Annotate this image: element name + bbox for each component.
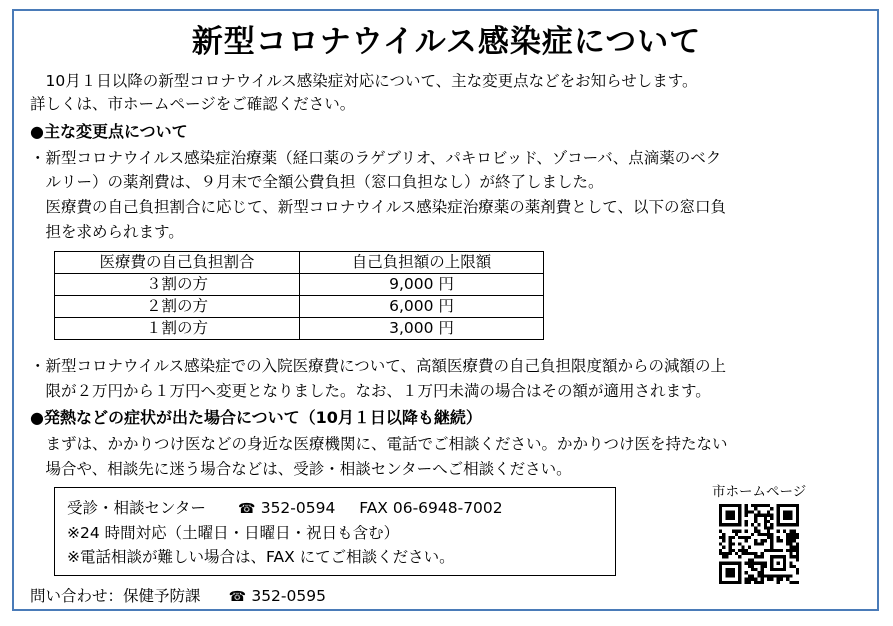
table-cell-ratio: ２割の方: [55, 296, 300, 318]
bullet1-line-1: ・新型コロナウイルス感染症治療薬（経口薬のラゲブリオ、パキロビッド、ゾコーバ、点滴薬のベク: [30, 149, 722, 167]
consultation-phone[interactable]: 352-0594: [260, 499, 336, 517]
consultation-fax-note: ※電話相談が難しい場合は、FAX にてご相談ください。: [67, 548, 455, 566]
fever-line-1: まずは、かかりつけ医などの身近な医療機関に、電話でご相談ください。かかりつけ医を持たない: [30, 435, 728, 453]
table-row: [55, 318, 544, 340]
section-heading-changes: ●主な変更点について: [30, 122, 188, 141]
table-cell-limit: 3,000 円: [300, 318, 544, 340]
phone-icon: ☎: [228, 589, 247, 605]
copay-table: [54, 251, 544, 340]
footer-phone[interactable]: 352-0595: [251, 587, 326, 605]
footer-inquiry: [30, 585, 326, 608]
consultation-center-name: 受診・相談センター: [67, 499, 206, 517]
intro-line-2: 詳しくは、市ホームページをご確認ください。: [30, 95, 356, 113]
table-header-ratio: 医療費の自己負担割合: [55, 252, 300, 274]
table-cell-ratio: ３割の方: [55, 274, 300, 296]
consultation-contact-line: [67, 497, 503, 520]
table-header-limit: 自己負担額の上限額: [300, 252, 544, 274]
table-cell-limit: 6,000 円: [300, 296, 544, 318]
table-cell-ratio: １割の方: [55, 318, 300, 340]
table-cell-limit: 9,000 円: [300, 274, 544, 296]
phone-icon: ☎: [238, 501, 256, 517]
consultation-fax: FAX 06-6948-7002: [359, 499, 503, 517]
bullet2-line-1: ・新型コロナウイルス感染症での入院医療費について、高額医療費の自己負担限度額からの減額の上: [30, 357, 726, 375]
qr-code-icon[interactable]: [719, 504, 799, 584]
fever-line-2: 場合や、相談先に迷う場合などは、受診・相談センターへご相談ください。: [30, 460, 572, 478]
intro-line-1: 10月１日以降の新型コロナウイルス感染症対応について、主な変更点などをお知らせします。: [30, 72, 698, 90]
bullet2-line-2: 限が２万円から１万円へ変更となりました。なお、１万円未満の場合はその額が適用されます。: [30, 382, 711, 400]
bullet1-line-2: ルリー）の薬剤費は、９月末で全額公費負担（窓口負担なし）が終了しました。: [30, 173, 604, 191]
qr-label: 市ホームページ: [712, 484, 807, 500]
footer-label: 問い合わせ：保健予防課: [30, 587, 201, 605]
page-title: 新型コロナウイルス感染症について: [191, 24, 702, 60]
section-heading-fever: ●発熱などの症状が出た場合について（10月１日以降も継続）: [30, 408, 482, 427]
table-row: [55, 274, 544, 296]
bullet1-line-3: 医療費の自己負担割合に応じて、新型コロナウイルス感染症治療薬の薬剤費として、以下の窓口負: [30, 198, 726, 216]
consultation-center-box: [54, 487, 616, 576]
bullet1-line-4: 担を求められます。: [30, 223, 184, 241]
consultation-hours-note: ※24 時間対応（土曜日・日曜日・祝日も含む）: [67, 524, 400, 542]
table-header-row: [55, 252, 544, 274]
table-row: [55, 296, 544, 318]
